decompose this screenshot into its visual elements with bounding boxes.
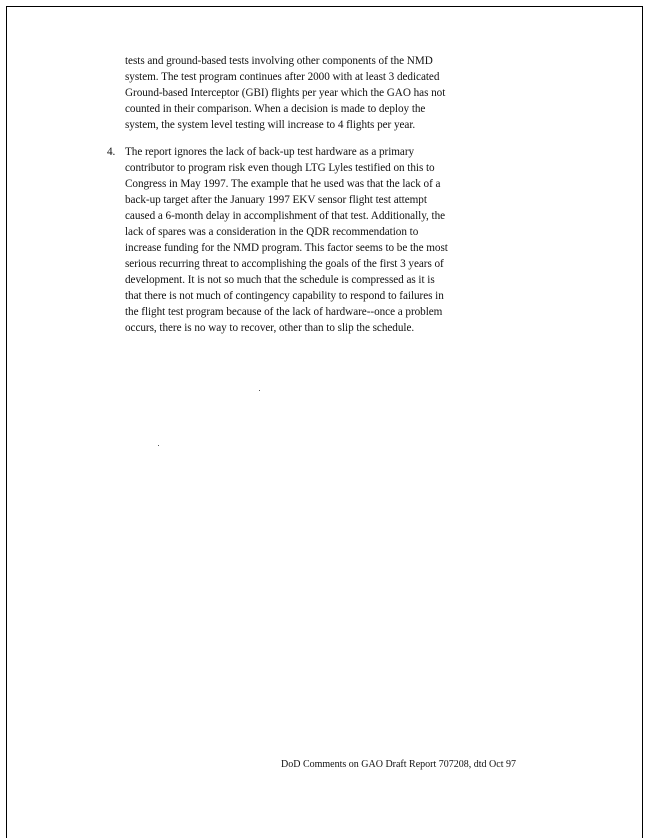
item-number: 4. <box>107 146 116 158</box>
paragraph-line: system. The test program continues after 2000 with at least 3 dedicated <box>125 71 440 83</box>
paragraph-line: tests and ground-based tests involving other components of the NMD <box>125 55 433 67</box>
page-footer: DoD Comments on GAO Draft Report 707208, dtd Oct 97 <box>281 759 516 770</box>
item-line: Congress in May 1997. The example that he used was that the lack of a <box>125 178 441 190</box>
item-line: the flight test program because of the lack of hardware--once a problem <box>125 306 443 318</box>
item-line: contributor to program risk even though LTG Lyles testified on this to <box>125 162 435 174</box>
scan-speck <box>259 390 260 391</box>
document-page <box>6 6 643 838</box>
item-line: occurs, there is no way to recover, other than to slip the schedule. <box>125 322 415 334</box>
paragraph-line: system, the system level testing will increase to 4 flights per year. <box>125 119 416 131</box>
item-line: increase funding for the NMD program. This factor seems to be the most <box>125 242 448 254</box>
paragraph-line: Ground-based Interceptor (GBI) flights per year which the GAO has not <box>125 87 446 99</box>
item-body <box>125 144 565 336</box>
continuation-paragraph <box>125 53 565 133</box>
paragraph-line: counted in their comparison. When a decision is made to deploy the <box>125 103 426 115</box>
item-line: that there is not much of contingency capability to respond to failures in <box>125 290 444 302</box>
item-line: development. It is not so much that the schedule is compressed as it is <box>125 274 435 286</box>
item-line: back-up target after the January 1997 EKV sensor flight test attempt <box>125 194 427 206</box>
scan-speck <box>158 445 159 446</box>
item-line: The report ignores the lack of back-up test hardware as a primary <box>125 146 415 158</box>
item-line: caused a 6-month delay in accomplishment of that test. Additionally, the <box>125 210 446 222</box>
item-line: lack of spares was a consideration in the QDR recommendation to <box>125 226 419 238</box>
item-line: serious recurring threat to accomplishing the goals of the first 3 years of <box>125 258 444 270</box>
